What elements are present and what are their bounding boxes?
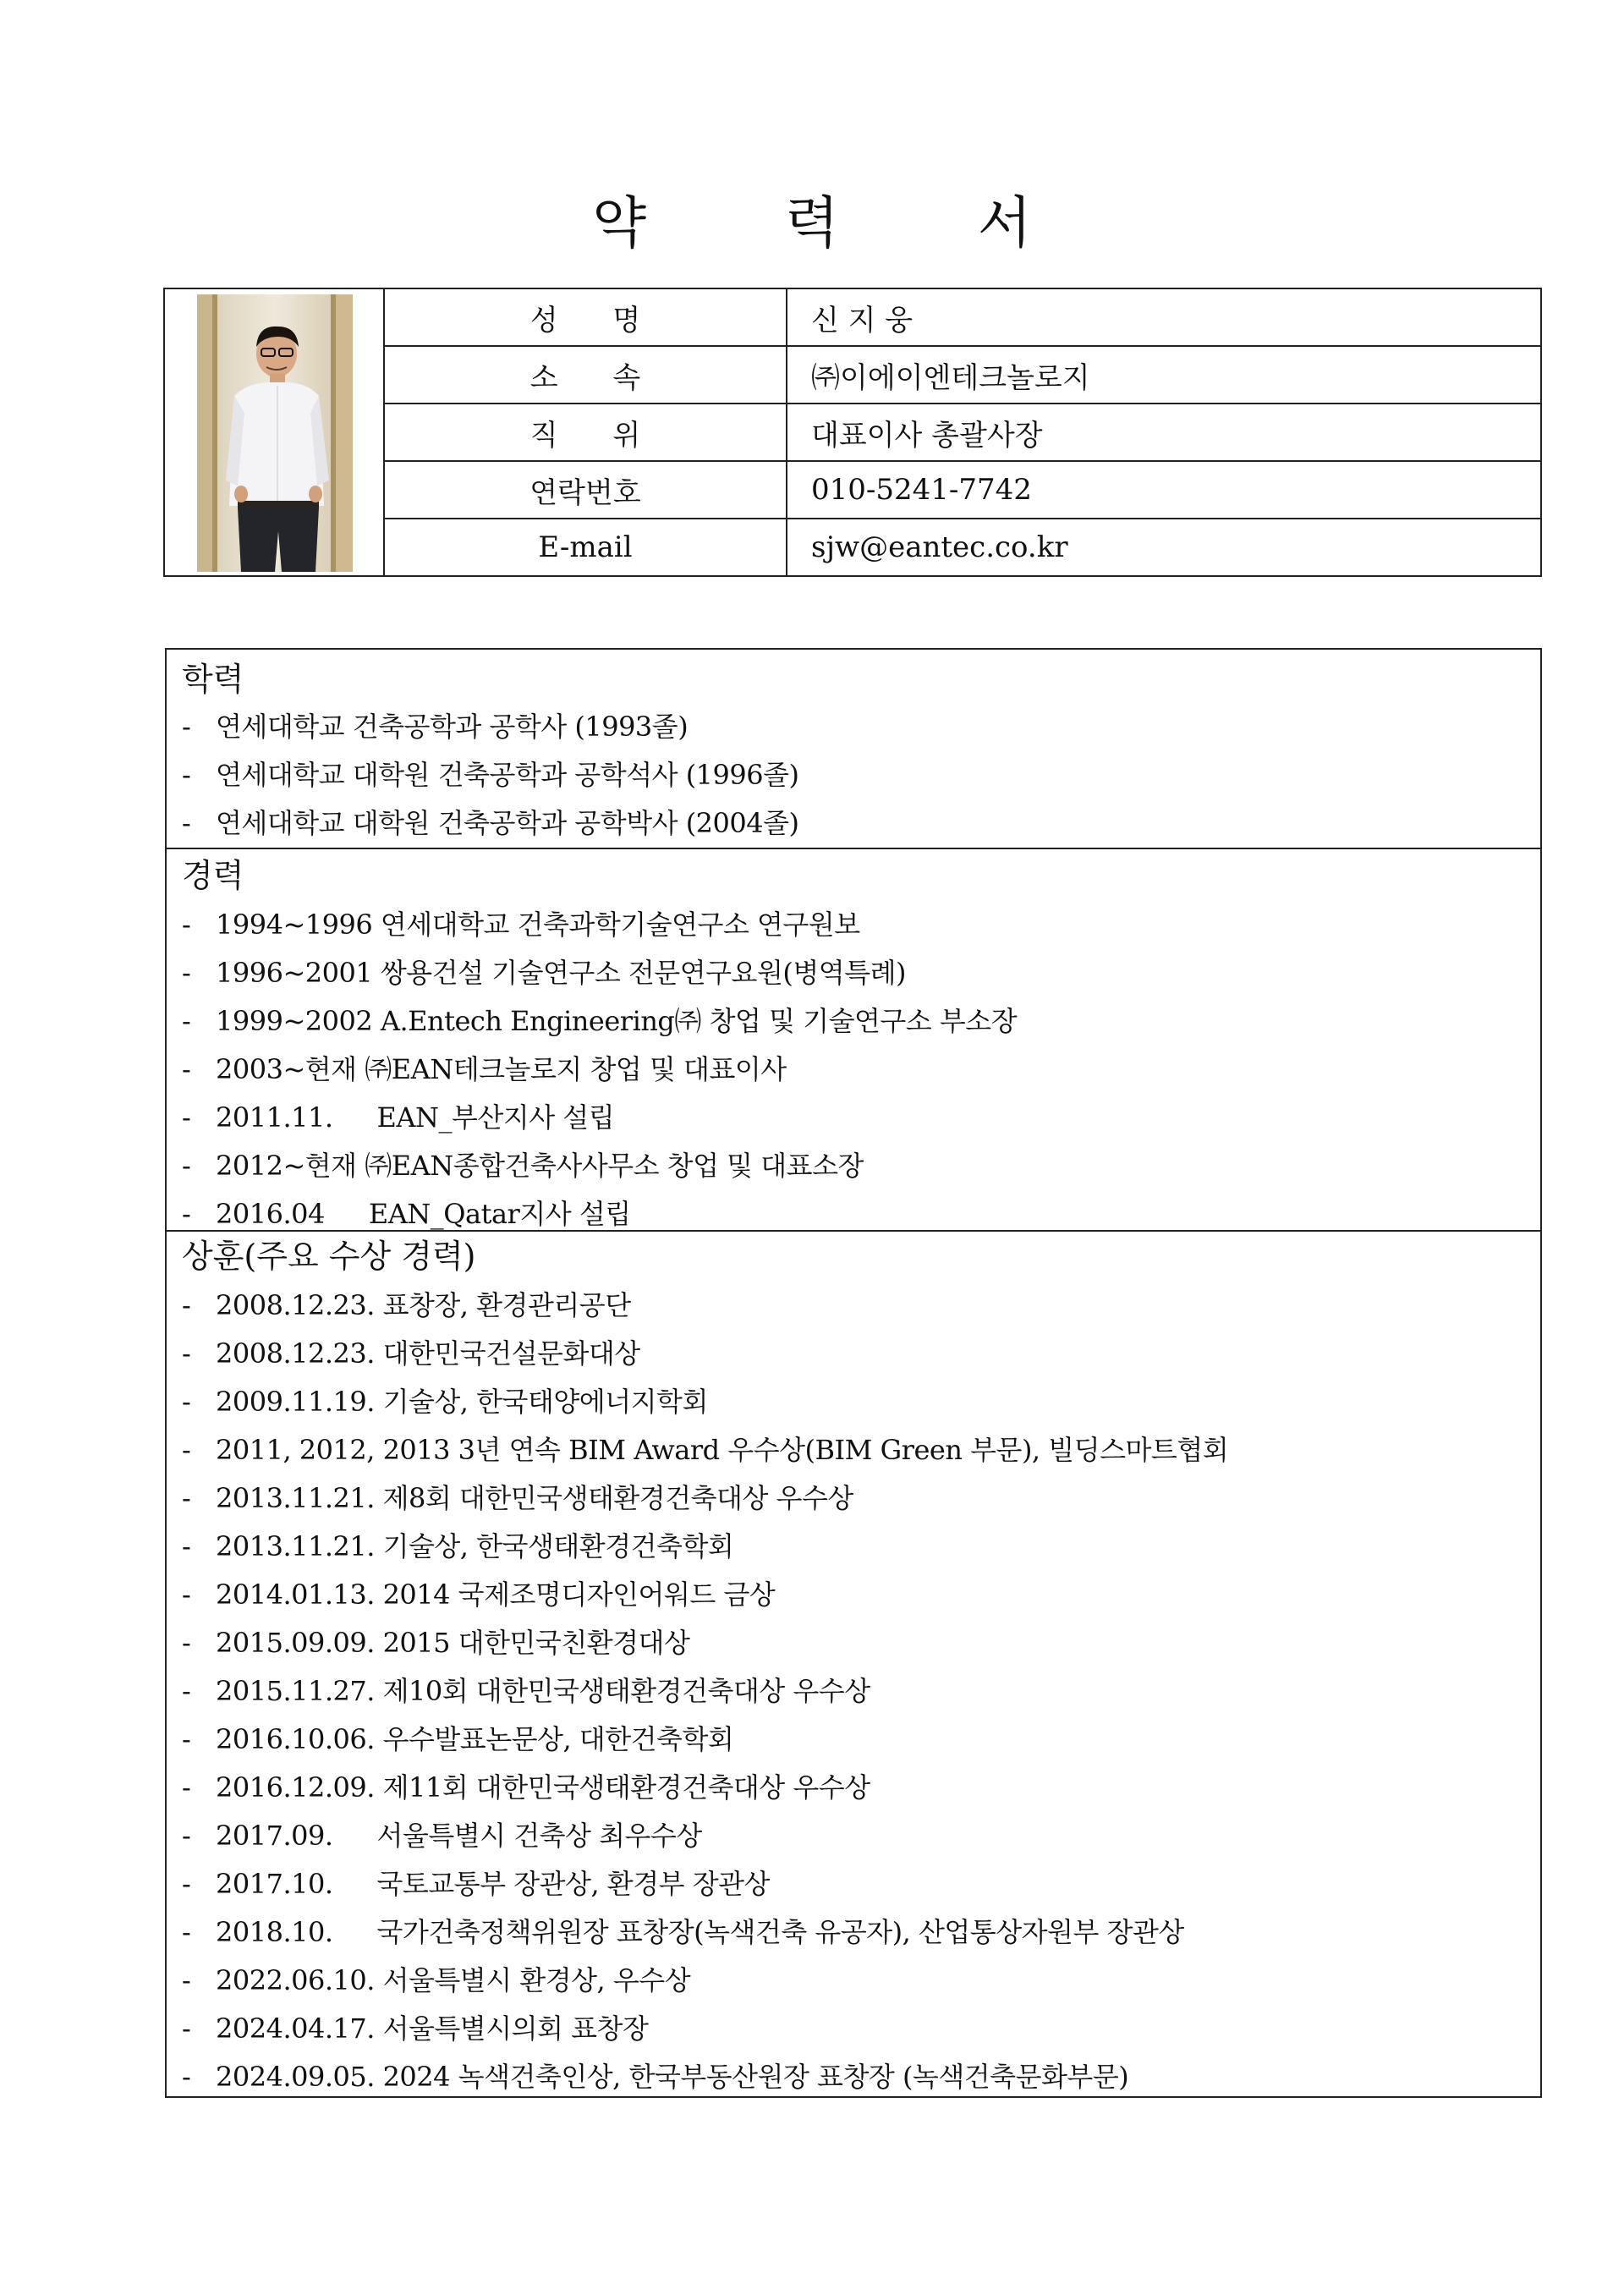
list-item: - 연세대학교 건축공학과 공학사 (1993졸)	[182, 711, 689, 743]
awards-section	[167, 1230, 1540, 2096]
profile-table	[163, 288, 1542, 577]
profile-label: E-mail	[385, 519, 787, 575]
career-section	[167, 848, 1540, 1230]
profile-value: 신 지 웅	[811, 303, 914, 338]
profile-row-email	[385, 519, 1540, 575]
list-item: - 1999~2002 A.Entech Engineering㈜ 창업 및 기술연구소 부소장	[182, 1005, 1018, 1037]
list-item: - 1996~2001 쌍용건설 기술연구소 전문연구요원(병역특례)	[182, 957, 907, 989]
profile-value: sjw@eantec.co.kr	[811, 530, 1068, 564]
profile-label: 성 명	[385, 289, 787, 345]
photo-cell	[165, 289, 385, 575]
section-title: 학력	[182, 661, 244, 698]
list-item: - 2008.12.23. 표창장, 환경관리공단	[182, 1289, 631, 1321]
list-item: - 연세대학교 대학원 건축공학과 공학석사 (1996졸)	[182, 759, 799, 791]
list-item: - 2017.10. 국토교통부 장관상, 환경부 장관상	[182, 1868, 770, 1900]
section-title: 경력	[182, 857, 244, 894]
list-item: - 2008.12.23. 대한민국건설문화대상	[182, 1337, 640, 1370]
title-char: 서	[977, 190, 1032, 255]
list-item: - 2011.11. EAN_부산지사 설립	[182, 1101, 615, 1134]
profile-value: 010-5241-7742	[811, 473, 1032, 507]
list-item: - 2024.04.17. 서울특별시의회 표창장	[182, 2012, 649, 2045]
list-item: - 2016.10.06. 우수발표논문상, 대한건축학회	[182, 1723, 734, 1755]
list-item: - 2013.11.21. 제8회 대한민국생태환경건축대상 우수상	[182, 1482, 853, 1514]
list-item: - 2017.09. 서울특별시 건축상 최우수상	[182, 1820, 702, 1852]
section-title: 상훈(주요 수상 경력)	[182, 1238, 476, 1275]
profile-value: 대표이사 총괄사장	[811, 418, 1043, 453]
list-item: - 1994~1996 연세대학교 건축과학기술연구소 연구원보	[182, 909, 860, 941]
career-table	[165, 648, 1542, 2098]
profile-row-affiliation	[385, 347, 1540, 404]
profile-label: 연락번호	[385, 462, 787, 518]
list-item: - 2013.11.21. 기술상, 한국생태환경건축학회	[182, 1530, 734, 1562]
profile-photo	[197, 294, 353, 572]
profile-label: 직 위	[385, 404, 787, 460]
list-item: - 2003~현재 ㈜EAN테크놀로지 창업 및 대표이사	[182, 1053, 787, 1085]
list-item: - 2016.04 EAN_Qatar지사 설립	[182, 1198, 631, 1230]
list-item: - 연세대학교 대학원 건축공학과 공학박사 (2004졸)	[182, 807, 799, 839]
list-item: - 2014.01.13. 2014 국제조명디자인어워드 금상	[182, 1578, 776, 1611]
list-item: - 2022.06.10. 서울특별시 환경상, 우수상	[182, 1964, 691, 1996]
list-item: - 2018.10. 국가건축정책위원장 표창장(녹색건축 유공자), 산업통상자원부 장관상	[182, 1916, 1184, 1948]
profile-row-name	[385, 289, 1540, 347]
list-item: - 2016.12.09. 제11회 대한민국생태환경건축대상 우수상	[182, 1771, 870, 1804]
list-item: - 2024.09.05. 2024 녹색건축인상, 한국부동산원장 표창장 (녹색건축문화부문)	[182, 2061, 1129, 2093]
profile-label: 소 속	[385, 347, 787, 403]
title-char: 력	[785, 190, 839, 255]
list-item: - 2011, 2012, 2013 3년 연속 BIM Award 우수상(BIM Green 부문), 빌딩스마트협회	[182, 1434, 1229, 1466]
profile-value: ㈜이에이엔테크놀로지	[811, 360, 1090, 395]
list-item: - 2012~현재 ㈜EAN종합건축사사무소 창업 및 대표소장	[182, 1150, 864, 1182]
list-item: - 2015.11.27. 제10회 대한민국생태환경건축대상 우수상	[182, 1675, 870, 1707]
education-section	[167, 650, 1540, 848]
list-item: - 2009.11.19. 기술상, 한국태양에너지학회	[182, 1386, 708, 1418]
document-title	[0, 178, 1624, 258]
list-item: - 2015.09.09. 2015 대한민국친환경대상	[182, 1627, 690, 1659]
profile-row-phone	[385, 462, 1540, 519]
title-char: 약	[592, 190, 647, 255]
profile-row-position	[385, 404, 1540, 462]
